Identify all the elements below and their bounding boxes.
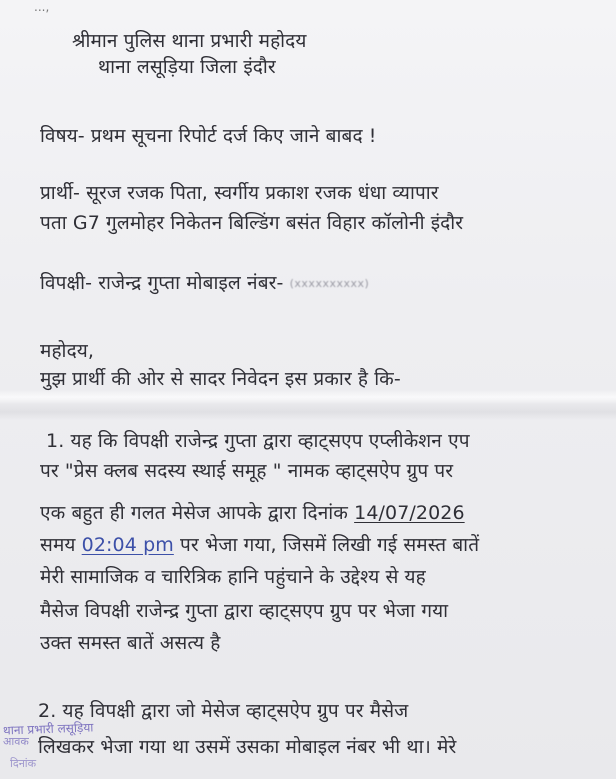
intro-line: मुझ प्रार्थी की ओर से सादर निवेदन इस प्रकार है कि- <box>40 368 401 390</box>
header-fragment: ..., <box>34 0 50 14</box>
point1-line-5: मेरी सामाजिक व चारित्रिक हानि पहुंचाने के उद्देश्य से यह <box>40 566 426 588</box>
point1-line-4-post: पर भेजा गया, जिसमें लिखी गई समस्त बातें <box>179 534 480 556</box>
stamp-line-1: थाना प्रभारी लसूड़िया <box>2 720 94 738</box>
incident-time: 02:04 pm <box>81 534 174 556</box>
paper-fold-shadow <box>0 400 616 420</box>
respondent-line <box>40 270 369 297</box>
point2-line-2: लिखकर भेजा गया था उसमें उसका मोबाइल नंबर भी था। मेरे <box>38 736 457 758</box>
addressee-line-1: श्रीमान पुलिस थाना प्रभारी महोदय <box>72 30 307 52</box>
respondent-label: विपक्षी- राजेन्द्र गुप्ता मोबाइल नंबर- <box>40 272 284 294</box>
point1-line-3 <box>40 500 465 526</box>
point1-line-2: पर "प्रेस क्लब सदस्य स्थाई समूह " नामक व्हाट्सऐप ग्रुप पर <box>40 460 454 482</box>
masked-mobile-number: (xxxxxxxxxx) <box>289 276 370 290</box>
paper-fold-highlight <box>0 390 616 404</box>
salutation: महोदय, <box>40 340 95 362</box>
point1-line-1: 1. यह कि विपक्षी राजेन्द्र गुप्ता द्वारा व्हाट्सएप एप्लीकेशन एप <box>46 430 470 452</box>
point1-line-7: उक्त समस्त बातें असत्य है <box>40 632 221 654</box>
point1-line-6: मैसेज विपक्षी राजेन्द्र गुप्ता द्वारा व्हाट्सएप ग्रुप पर भेजा गया <box>40 600 449 622</box>
point2-line-1: 2. यह विपक्षी द्वारा जो मेसेज व्हाट्सऐप ग्रुप पर मैसेज <box>38 700 409 722</box>
point1-line-4-pre: समय <box>40 534 76 556</box>
complainant-line-2: पता G7 गुलमोहर निकेतन बिल्डिंग बसंत विहार कॉलोनी इंदौर <box>40 212 464 234</box>
received-stamp <box>0 718 150 778</box>
complainant-line-1: प्रार्थी- सूरज रजक पिता, स्वर्गीय प्रकाश रजक धंधा व्यापार <box>40 182 439 204</box>
point1-line-3-text: एक बहुत ही गलत मेसेज आपके द्वारा दिनांक <box>40 502 348 524</box>
stamp-line-3: दिनांक <box>10 757 37 770</box>
incident-date: 14/07/2026 <box>354 502 465 524</box>
point1-line-4 <box>40 532 479 558</box>
subject-line: विषय- प्रथम सूचना रिपोर्ट दर्ज किए जाने बाबद ! <box>40 125 377 147</box>
addressee-line-2: थाना लसूड़िया जिला इंदौर <box>98 56 276 78</box>
stamp-line-2: आवक <box>3 735 29 748</box>
